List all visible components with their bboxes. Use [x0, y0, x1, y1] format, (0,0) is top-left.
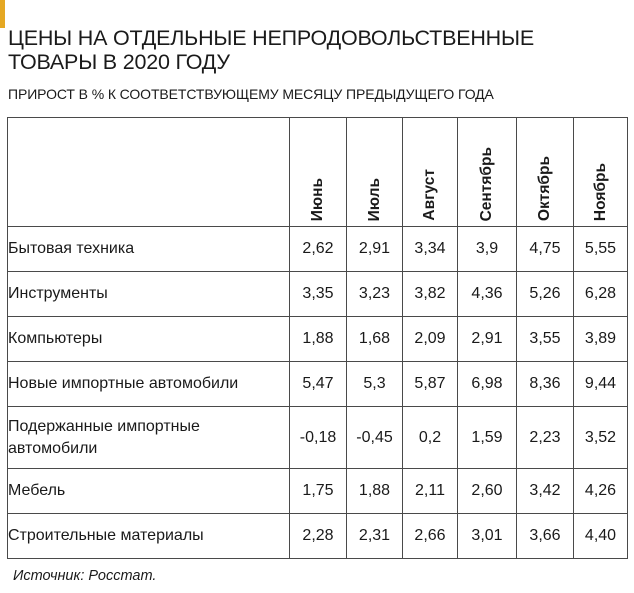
column-header — [574, 118, 628, 227]
value-cell: 2,09 — [403, 317, 458, 362]
table-row — [8, 407, 628, 469]
accent-bar — [0, 0, 5, 28]
value-cell: 4,40 — [574, 514, 628, 559]
value-cell: 2,23 — [517, 407, 574, 469]
value-cell: 8,36 — [517, 362, 574, 407]
value-cell: 3,35 — [290, 272, 347, 317]
data-table — [7, 117, 628, 559]
value-cell: 6,98 — [458, 362, 517, 407]
value-cell: 5,26 — [517, 272, 574, 317]
value-cell: 1,88 — [347, 469, 403, 514]
row-label: Строительные материалы — [8, 514, 290, 559]
value-cell: 3,01 — [458, 514, 517, 559]
value-cell: 2,28 — [290, 514, 347, 559]
value-cell: 3,55 — [517, 317, 574, 362]
value-cell: 3,89 — [574, 317, 628, 362]
column-header — [403, 118, 458, 227]
value-cell: 5,87 — [403, 362, 458, 407]
value-cell: 1,88 — [290, 317, 347, 362]
table-row — [8, 514, 628, 559]
column-header-label: Сентябрь — [478, 146, 495, 221]
value-cell: 4,75 — [517, 227, 574, 272]
column-header-label: Август — [421, 169, 438, 221]
value-cell: 2,66 — [403, 514, 458, 559]
chart-title — [8, 26, 623, 74]
value-cell: 2,60 — [458, 469, 517, 514]
value-cell: 3,23 — [347, 272, 403, 317]
chart-title-line-1: ЦЕНЫ НА ОТДЕЛЬНЫЕ НЕПРОДОВОЛЬСТВЕННЫЕ — [8, 26, 534, 50]
value-cell: 3,9 — [458, 227, 517, 272]
chart-subtitle: ПРИРОСТ В % К СООТВЕТСТВУЮЩЕМУ МЕСЯЦУ ПРЕДЫДУЩЕГО ГОДА — [8, 86, 494, 102]
value-cell: 5,55 — [574, 227, 628, 272]
value-cell: 0,2 — [403, 407, 458, 469]
table-row — [8, 317, 628, 362]
value-cell: 2,31 — [347, 514, 403, 559]
column-header — [347, 118, 403, 227]
value-cell: 4,36 — [458, 272, 517, 317]
source-note: Источник: Росстат. — [13, 568, 157, 584]
value-cell: 1,75 — [290, 469, 347, 514]
row-label: Новые импортные автомобили — [8, 362, 290, 407]
value-cell: 3,82 — [403, 272, 458, 317]
row-label: Бытовая техника — [8, 227, 290, 272]
column-header — [290, 118, 347, 227]
value-cell: 3,52 — [574, 407, 628, 469]
row-label: Подержанные импортные автомобили — [8, 407, 290, 469]
table-row — [8, 227, 628, 272]
value-cell: 2,11 — [403, 469, 458, 514]
row-label: Инструменты — [8, 272, 290, 317]
table-body — [8, 227, 628, 559]
value-cell: 2,91 — [458, 317, 517, 362]
header-row — [8, 118, 628, 227]
value-cell: -0,18 — [290, 407, 347, 469]
header-corner-cell — [8, 118, 290, 227]
value-cell: 5,3 — [347, 362, 403, 407]
value-cell: 6,28 — [574, 272, 628, 317]
column-header-label: Июнь — [309, 177, 326, 221]
column-header-label: Октябрь — [536, 155, 553, 221]
value-cell: 4,26 — [574, 469, 628, 514]
column-header — [458, 118, 517, 227]
value-cell: 1,59 — [458, 407, 517, 469]
column-header — [517, 118, 574, 227]
value-cell: 3,42 — [517, 469, 574, 514]
value-cell: 1,68 — [347, 317, 403, 362]
value-cell: 9,44 — [574, 362, 628, 407]
value-cell: 5,47 — [290, 362, 347, 407]
row-label: Компьютеры — [8, 317, 290, 362]
column-header-label: Июль — [365, 177, 383, 221]
row-label: Мебель — [8, 469, 290, 514]
value-cell: 3,34 — [403, 227, 458, 272]
value-cell: 2,62 — [290, 227, 347, 272]
value-cell: 2,91 — [347, 227, 403, 272]
table-row — [8, 362, 628, 407]
value-cell: 3,66 — [517, 514, 574, 559]
chart-title-line-2: ТОВАРЫ В 2020 ГОДУ — [8, 50, 230, 74]
table-row — [8, 272, 628, 317]
column-header-label: Ноябрь — [591, 162, 609, 221]
value-cell: -0,45 — [347, 407, 403, 469]
table-row — [8, 469, 628, 514]
